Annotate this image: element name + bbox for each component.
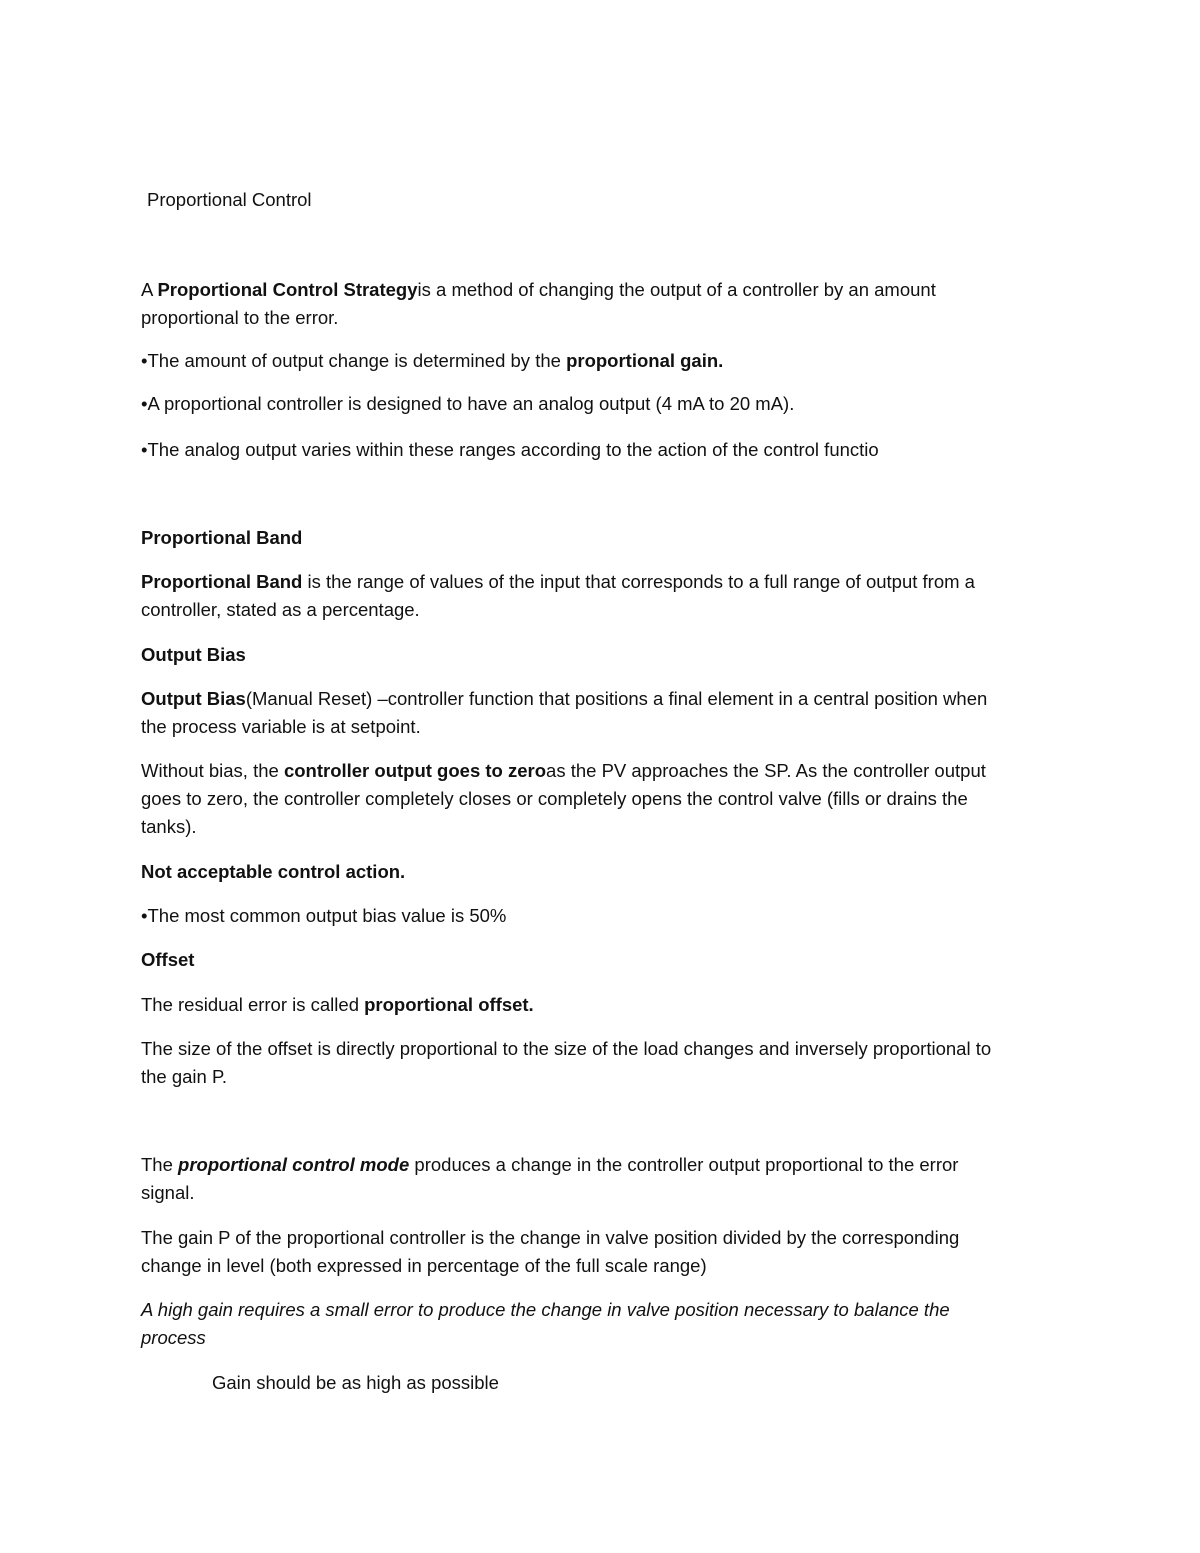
mode-line-1 — [141, 1151, 958, 1179]
band-term: Proportional Band — [141, 571, 303, 592]
mode-term: proportional control mode — [178, 1154, 410, 1175]
bullet-text: A proportional controller is designed to have an analog output (4 mA to 20 mA). — [147, 393, 795, 414]
intro-line-2: proportional to the error. — [141, 307, 339, 328]
offset-line-1-pre: The residual error is called — [141, 994, 365, 1015]
intro-line-1-rest: is a method of changing the output of a controller by an amount — [417, 279, 936, 300]
bias-line-1 — [141, 685, 987, 713]
intro-term: Proportional Control Strategy — [157, 279, 418, 300]
gain-italic-line-1 — [141, 1296, 950, 1324]
heading-text: Offset — [141, 949, 195, 970]
gain-line-1: The gain P of the proportional controller is the change in valve position divided by the corresponding — [141, 1227, 960, 1248]
heading-proportional-band — [141, 524, 302, 552]
bias-para2-rest: as the PV approaches the SP. As the controller output — [546, 760, 986, 781]
offset-line-3: the gain P. — [141, 1066, 228, 1087]
bullet-bold-term: proportional gain. — [566, 350, 724, 371]
not-acceptable-text: Not acceptable control action. — [141, 861, 406, 882]
offset-line-1 — [141, 991, 534, 1019]
band-line-2: controller, stated as a percentage. — [141, 599, 420, 620]
bullet-icon: • — [141, 350, 148, 371]
bullet-text: The analog output varies within these ranges according to the action of the control functio — [147, 439, 879, 460]
heading-offset — [141, 946, 194, 974]
not-acceptable-line — [141, 858, 405, 886]
gain-line-2: change in level (both expressed in percentage of the full scale range) — [141, 1255, 707, 1276]
bias-para2-line-2: goes to zero, the controller completely closes or completely opens the control valve (fills or drains the — [141, 788, 968, 809]
heading-output-bias — [141, 641, 246, 669]
intro-line-1 — [141, 276, 936, 304]
band-line-1 — [141, 568, 975, 596]
heading-text: Output Bias — [141, 644, 246, 665]
bias-para2-line-3: tanks). — [141, 816, 197, 837]
offset-line-2: The size of the offset is directly proportional to the size of the load changes and inversely proportional to — [141, 1038, 992, 1059]
bias-para2-bold: controller output goes to zero — [283, 760, 547, 781]
bias-para2-line-1 — [141, 757, 986, 785]
bullet-analog-output — [141, 390, 794, 418]
bias-term: Output Bias — [141, 688, 246, 709]
mode-line-2: signal. — [141, 1182, 195, 1203]
mode-pre: The — [141, 1154, 179, 1175]
gain-conclusion: Gain should be as high as possible — [212, 1372, 499, 1393]
bullet-icon: • — [141, 393, 148, 414]
bullet-text: The most common output bias value is 50% — [147, 905, 507, 926]
bullet-icon: • — [141, 905, 148, 926]
bullet-proportional-gain — [141, 347, 723, 375]
bullet-icon: • — [141, 439, 148, 460]
document-title: Proportional Control — [147, 189, 312, 210]
band-line-1-rest: is the range of values of the input that corresponds to a full range of output from a — [302, 571, 975, 592]
intro-prefix: A — [141, 279, 158, 300]
gain-italic-text: A high gain requires a small error to produce the change in valve position necessary to balance the — [141, 1299, 950, 1320]
bias-line-2: the process variable is at setpoint. — [141, 716, 421, 737]
bias-line-1-rest: (Manual Reset) –controller function that positions a final element in a central position when — [245, 688, 988, 709]
mode-rest: produces a change in the controller output proportional to the error — [409, 1154, 959, 1175]
bullet-text: The amount of output change is determined by the — [147, 350, 567, 371]
heading-text: Proportional Band — [141, 527, 303, 548]
bullet-analog-ranges — [141, 436, 879, 464]
bias-para2-pre: Without bias, the — [141, 760, 284, 781]
gain-italic-line-2 — [141, 1324, 206, 1352]
bullet-bias-value — [141, 902, 506, 930]
offset-bold-term: proportional offset. — [364, 994, 534, 1015]
gain-italic-text: process — [141, 1327, 206, 1348]
